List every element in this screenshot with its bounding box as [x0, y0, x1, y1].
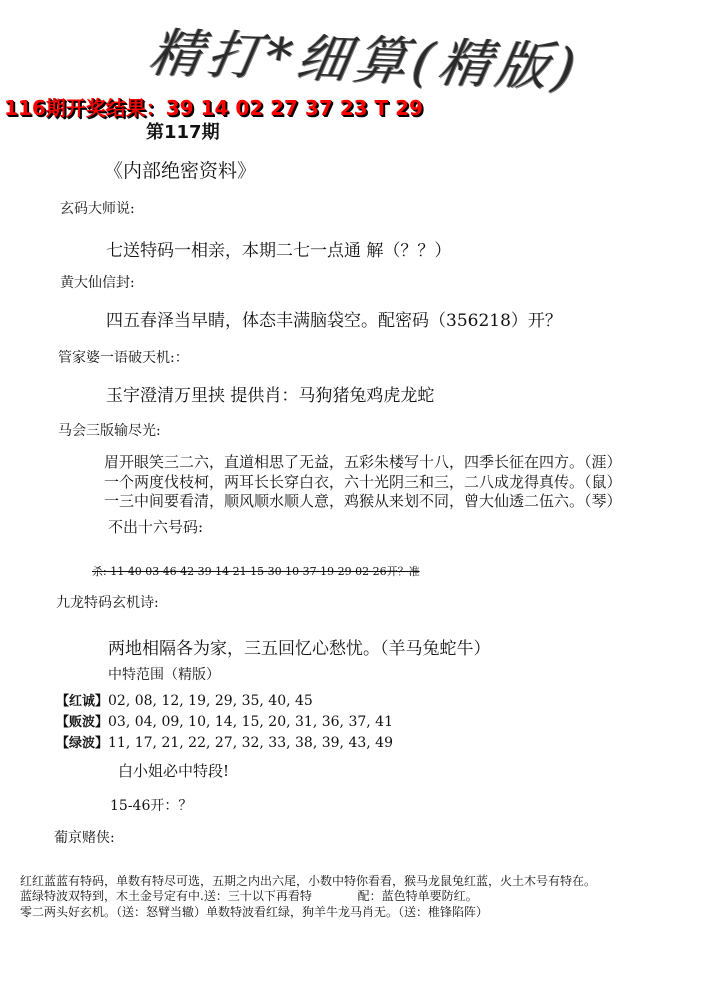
bottom-line-3: 零二两头好玄机。（送：怒臂当辙）单数特波看红绿，狗羊牛龙马肖无。（送：椎锋陷阵） — [20, 905, 489, 919]
guanjia-label: 管家婆一语破天机:： — [58, 350, 189, 366]
xuanma-label: 玄码大师说: — [60, 201, 135, 217]
draw-result: 116期开奖结果：39 14 02 27 37 23 T 29 — [4, 96, 423, 120]
not-out-label: 不出十六号码: — [108, 518, 204, 536]
tag-blue: 【贩波】 — [56, 715, 109, 730]
mahui-line-2: 一个两度伐枝柯，两耳长长穿白衣，六十光阴三和三，二八成龙得真传。（鼠） — [104, 473, 622, 491]
range-label: 中特范围（精版） — [108, 667, 220, 683]
mahui-line-1: 眉开眼笑三二六，直道相思了无益，五彩朱楼写十八，四季长征在四方。（涯） — [104, 453, 622, 471]
banner-title: 精打*细算(精版) — [144, 23, 586, 99]
mahui-line-3: 一三中间要看清，顺风顺水顺人意，鸡猴从来划不同，曾大仙透二伍六。（琴） — [104, 492, 622, 510]
pujing-label: 葡京赌侠: — [54, 830, 115, 846]
range-row-green — [56, 732, 393, 751]
issue-number: 第117期 — [146, 122, 220, 143]
nums-red: 02, 08, 12, 19, 29, 35, 40, 45 — [108, 693, 313, 709]
kill-numbers: 杀: 11 40 03 46 42 39 14 21 15 30 10 37 19 29 02 26开？准 — [92, 565, 420, 578]
heading: 《内部绝密资料》 — [104, 160, 257, 182]
huang-text: 四五春泽当早睛，体态丰满脑袋空。配密码（356218）开？ — [106, 311, 562, 331]
nums-blue: 03, 04, 09, 10, 14, 15, 20, 31, 36, 37, 41 — [108, 714, 393, 730]
mahui-label: 马会三版输尽光: — [58, 423, 161, 439]
guanjia-text: 玉宇澄清万里挟 提供肖：马狗猪兔鸡虎龙蛇 — [106, 386, 435, 406]
bottom-line-2: 蓝绿特波双特到，木土金号定有中.送：三十以下再看特 配：蓝色特单要防红。 — [20, 889, 478, 903]
huang-label: 黄大仙信封: — [60, 275, 135, 291]
xuanma-text: 七送特码一相亲，本期二七一点通 解（？？） — [106, 241, 452, 261]
range-row-blue — [56, 711, 393, 730]
baixiaojie: 白小姐必中特段! — [118, 762, 230, 780]
range-open: 15-46开：？ — [110, 798, 193, 814]
jiulong-label: 九龙特码玄机诗: — [56, 595, 159, 611]
jiulong-text: 两地相隔各为家，三五回忆心愁忧。（羊马兔蛇牛） — [108, 639, 491, 659]
tag-red: 【红诚】 — [56, 694, 109, 709]
range-row-red — [56, 690, 313, 709]
nums-green: 11, 17, 21, 22, 27, 32, 33, 38, 39, 43, 49 — [108, 735, 393, 751]
tag-green: 【绿波】 — [56, 736, 109, 751]
bottom-line-1: 红红蓝蓝有特码，单数有特尽可选，五期之内出六尾，小数中特你看看，猴马龙鼠兔红蓝，火土木号有特在。 — [20, 874, 597, 888]
